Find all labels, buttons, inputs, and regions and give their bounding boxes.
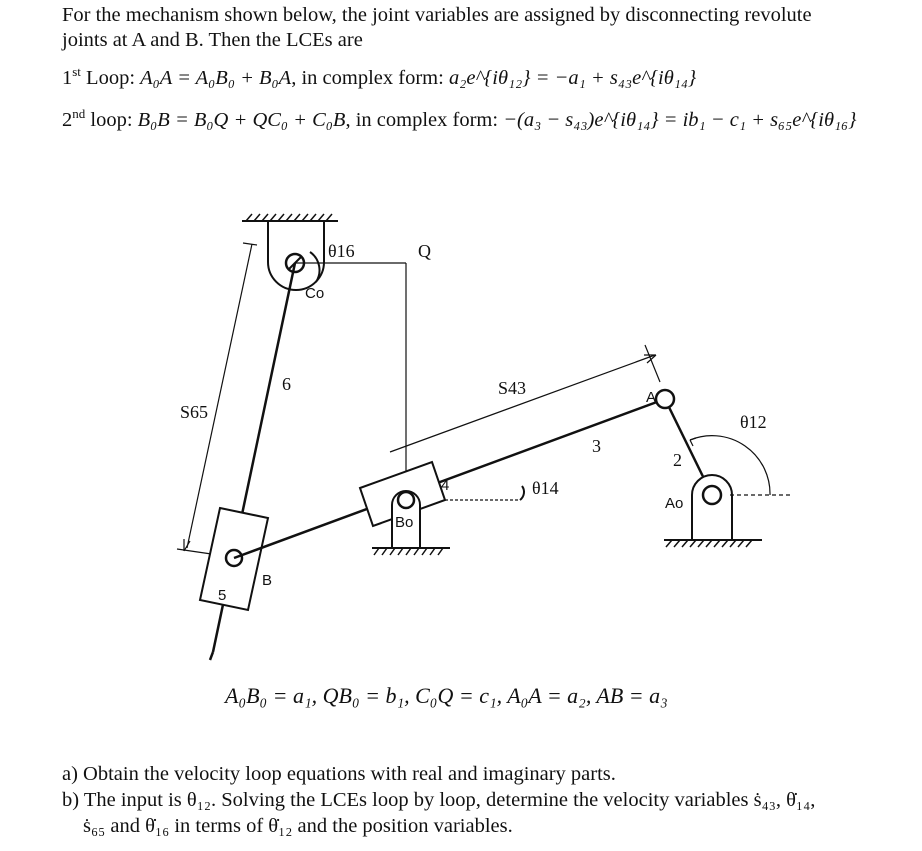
theta14-arc xyxy=(520,486,524,500)
ground-hatch-b0 xyxy=(374,548,443,555)
loop2-ordinal-suffix: nd xyxy=(72,106,86,122)
label-q: Q xyxy=(418,241,431,261)
loop2-mid-text: , in complex form: xyxy=(345,109,504,131)
label-a0: Ao xyxy=(665,495,684,512)
theta12-arrow-head xyxy=(690,438,696,446)
loop1-ordinal-suffix: st xyxy=(72,64,81,80)
loop2-complex-form: −(a₃ − s₄₃)e^{iθ₁₄} = ib₁ − c₁ + s₆₅e^{iθ₁₆} xyxy=(503,109,857,131)
ground-hatch-a0 xyxy=(666,540,752,547)
s43-tick xyxy=(645,345,660,382)
label-link-4: 4 xyxy=(441,477,450,494)
question-b-line-2: ṡ₆₅ and θ̇₁₆ in terms of θ̇₁₂ and the position variables. xyxy=(83,815,513,837)
pivot-a0 xyxy=(703,486,721,504)
question-b-line-1: b) The input is θ₁₂. Solving the LCEs loop by loop, determine the velocity variables ṡ₄₃, θ̇₁₄, xyxy=(62,789,816,811)
label-link-6: 6 xyxy=(282,374,291,394)
label-theta14: θ14 xyxy=(532,478,559,498)
loop2-label: loop: xyxy=(85,109,138,131)
joint-a xyxy=(656,390,674,408)
label-b0: Bo xyxy=(395,514,414,531)
link-6-end xyxy=(210,652,213,660)
question-a: a) Obtain the velocity loop equations with real and imaginary parts. xyxy=(62,763,616,785)
s43-dimension-line xyxy=(390,355,655,452)
loop2-vector-equation: B₀B = B₀Q + QC₀ + C₀B xyxy=(137,109,346,131)
figure-caption: A₀B₀ = a₁, QB₀ = b₁, C₀Q = c₁, A₀A = a₂, AB = a₃ xyxy=(225,683,668,708)
loop1-label: Loop: xyxy=(80,67,141,89)
label-c0: Co xyxy=(305,285,325,302)
loop1-ordinal: 1 xyxy=(62,67,73,89)
loop1-complex-form: a₂e^{iθ₁₂} = −a₁ + s₄₃e^{iθ₁₄} xyxy=(448,67,697,89)
intro-line-1: For the mechanism shown below, the joint variables are assigned by disconnecting revolute xyxy=(62,4,812,26)
ground-hatch-c0 xyxy=(246,214,332,221)
label-link-3: 3 xyxy=(592,436,601,456)
s65-dim-tick-top xyxy=(243,243,257,245)
loop1-vector-equation: A₀A = A₀B₀ + B₀A xyxy=(140,67,292,89)
label-a: A xyxy=(646,389,657,406)
intro-line-2: joints at A and B. Then the LCEs are xyxy=(62,29,363,51)
label-theta12: θ12 xyxy=(740,412,767,432)
label-link-2: 2 xyxy=(673,450,682,470)
loop1-mid-text: , in complex form: xyxy=(291,67,449,89)
label-s43: S43 xyxy=(498,378,527,398)
loop2-ordinal: 2 xyxy=(62,109,73,131)
link-3 xyxy=(234,399,665,558)
pivot-b0 xyxy=(398,492,414,508)
label-b: B xyxy=(262,572,273,589)
label-theta16: θ16 xyxy=(328,241,355,261)
label-s65: S65 xyxy=(180,402,209,422)
s65-dimension-line xyxy=(187,244,252,548)
label-link-5: 5 xyxy=(218,587,227,604)
theta16-arc xyxy=(310,252,319,282)
